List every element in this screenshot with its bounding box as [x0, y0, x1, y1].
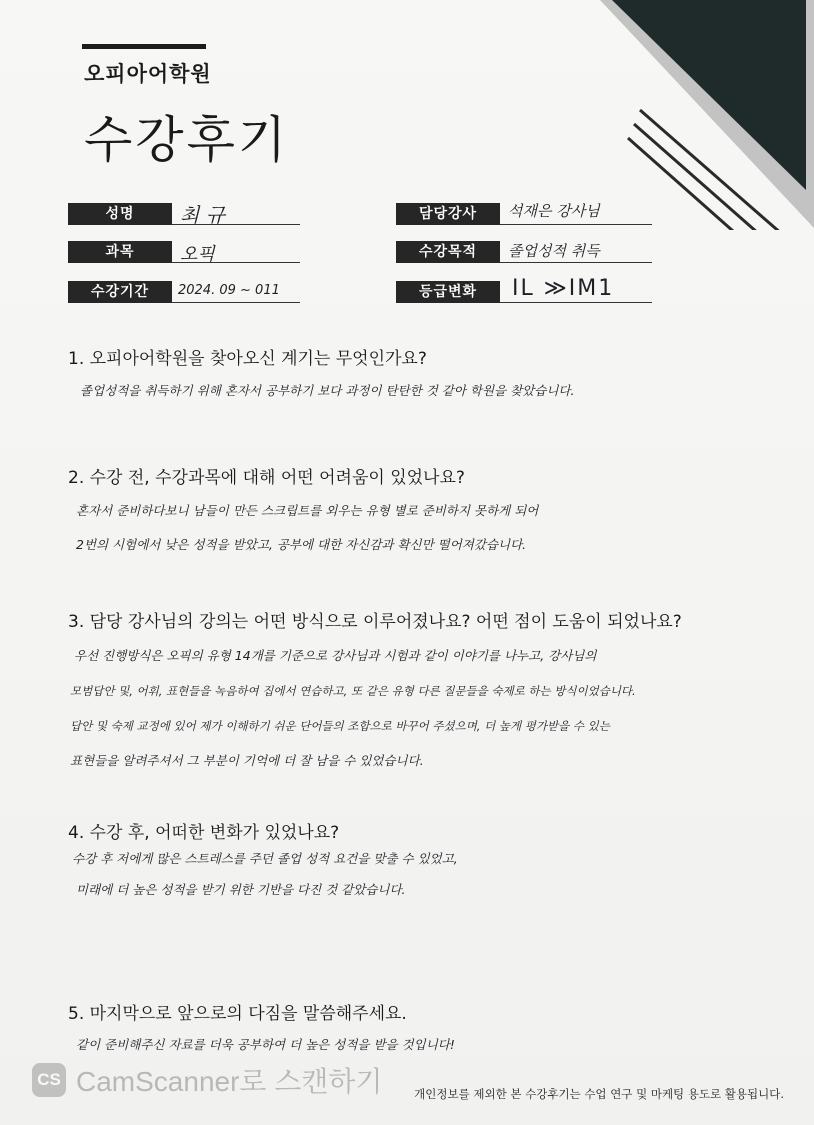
- academy-name: 오피아어학원: [84, 62, 212, 86]
- question-2: 2. 수강 전, 수강과목에 대해 어떤 어려움이 있었나요?: [68, 468, 465, 488]
- camscanner-logo-icon: CS: [32, 1063, 66, 1097]
- page-title: 수강후기: [84, 111, 290, 169]
- period-label: 수강기간: [68, 281, 172, 303]
- answer-1-line-1: 졸업성적을 취득하기 위해 혼자서 공부하기 보다 과정이 탄탄한 것 같아 학원을 찾았습니다.: [80, 383, 575, 398]
- period-value: 2024. 09 ~ 011: [178, 283, 280, 298]
- answer-3-line-1: 우선 진행방식은 오픽의 유형 14개를 기준으로 강사님과 시험과 같이 이야기를 나누고, 강사님의: [74, 648, 597, 663]
- instructor-value: 석재은 강사님: [508, 202, 600, 220]
- grade-underline: [500, 302, 652, 303]
- corner-decoration: [600, 0, 814, 230]
- purpose-value: 졸업성적 취득: [508, 242, 600, 260]
- subject-label: 과목: [68, 241, 172, 263]
- answer-3-line-4: 표현들을 알려주셔서 그 부분이 기억에 더 잘 남을 수 있었습니다.: [70, 753, 424, 768]
- question-3: 3. 담당 강사님의 강의는 어떤 방식으로 이루어졌나요? 어떤 점이 도움이 되었나요?: [68, 612, 682, 632]
- answer-3-line-3: 답안 및 숙제 교정에 있어 제가 이해하기 쉬운 단어들의 조합으로 바꾸어 주셨으며, 더 높게 평가받을 수 있는: [70, 719, 610, 733]
- period-underline: [172, 302, 300, 303]
- answer-2-line-2: 2번의 시험에서 낮은 성적을 받았고, 공부에 대한 자신감과 확신만 떨어져갔습니다.: [76, 537, 527, 552]
- question-1: 1. 오피아어학원을 찾아오신 계기는 무엇인가요?: [68, 349, 427, 369]
- question-5: 5. 마지막으로 앞으로의 다짐을 말씀해주세요.: [68, 1004, 407, 1024]
- purpose-label: 수강목적: [396, 241, 500, 263]
- answer-5-line-1: 같이 준비해주신 자료를 더욱 공부하여 더 높은 성적을 받을 것입니다!: [76, 1037, 455, 1052]
- answer-2-line-1: 혼자서 준비하다보니 남들이 만든 스크립트를 외우는 유형 별로 준비하지 못하게 되어: [76, 503, 539, 518]
- question-4: 4. 수강 후, 어떠한 변화가 있었나요?: [68, 823, 340, 843]
- name-value: 최 규: [180, 203, 225, 227]
- grade-value: IL ≫IM1: [512, 276, 615, 301]
- footer-note: 개인정보를 제외한 본 수강후기는 수업 연구 및 마케팅 용도로 활용됩니다.: [414, 1087, 784, 1101]
- name-label: 성명: [68, 203, 172, 225]
- camscanner-watermark: [32, 1060, 382, 1100]
- instructor-label: 담당강사: [396, 203, 500, 225]
- answer-3-line-2: 모범답안 및, 어휘, 표현들을 녹음하여 집에서 연습하고, 또 같은 유형 다른 질문들을 숙제로 하는 방식이었습니다.: [70, 684, 636, 698]
- watermark-text: CamScanner로 스캔하기: [76, 1066, 383, 1097]
- answer-4-line-2: 미래에 더 높은 성적을 받기 위한 기반을 다진 것 같았습니다.: [76, 882, 406, 897]
- subject-value: 오픽: [180, 244, 215, 265]
- answer-4-line-1: 수강 후 저에게 많은 스트레스를 주던 졸업 성적 요건을 맞출 수 있었고,: [72, 851, 458, 866]
- instructor-underline: [500, 224, 652, 225]
- purpose-underline: [500, 262, 652, 263]
- grade-label: 등급변화: [396, 281, 500, 303]
- brand-bar: [82, 44, 206, 49]
